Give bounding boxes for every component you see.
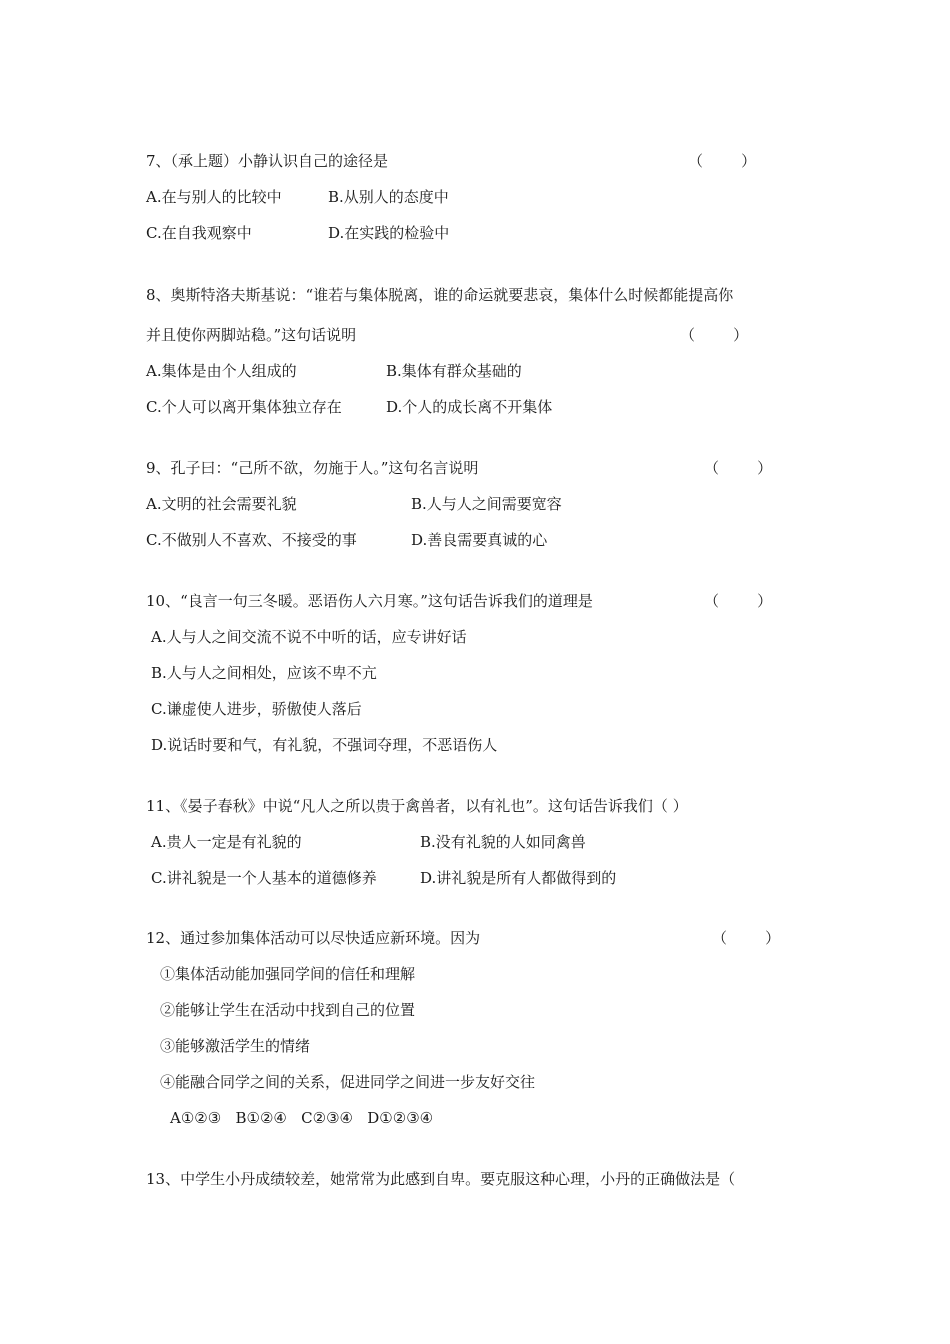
q8-option-c: C.个人可以离开集体独立存在 xyxy=(146,398,342,416)
q12-choices: A①②③ B①②④ C②③④ D①②③④ xyxy=(170,1109,434,1127)
q11-stem: 11、《晏子春秋》中说“凡人之所以贵于禽兽者，以有礼也”。这句话告诉我们（ ） xyxy=(146,797,688,815)
q12-statement-4: ④能融合同学之间的关系，促进同学之间进一步友好交往 xyxy=(160,1073,536,1091)
q10-stem: 10、“良言一句三冬暖。恶语伤人六月寒。”这句话告诉我们的道理是 xyxy=(146,592,593,610)
q11-option-b: B.没有礼貌的人如同禽兽 xyxy=(420,833,586,851)
q8-answer-paren: （ ） xyxy=(680,326,749,344)
q7-option-a: A.在与别人的比较中 xyxy=(146,188,282,206)
q8-option-d: D.个人的成长离不开集体 xyxy=(386,398,553,416)
q7-stem: 7、（承上题）小静认识自己的途径是 xyxy=(146,152,389,170)
q8-stem-line1: 8、奥斯特洛夫斯基说：“谁若与集体脱离，谁的命运就要悲哀，集体什么时候都能提高你 xyxy=(146,286,734,304)
q11-option-d: D.讲礼貌是所有人都做得到的 xyxy=(420,869,617,887)
q11-option-c: C.讲礼貌是一个人基本的道德修养 xyxy=(151,869,377,887)
q12-statement-3: ③能够激活学生的情绪 xyxy=(160,1037,311,1055)
q8-option-a: A.集体是由个人组成的 xyxy=(146,362,297,380)
q13-stem: 13、中学生小丹成绩较差，她常常为此感到自卑。要克服这种心理，小丹的正确做法是（ xyxy=(146,1170,736,1188)
q10-option-d: D.说话时要和气，有礼貌，不强词夺理，不恶语伤人 xyxy=(151,736,498,754)
q7-answer-paren: （ ） xyxy=(688,152,757,170)
q9-option-d: D.善良需要真诚的心 xyxy=(411,531,548,549)
q7-option-b: B.从别人的态度中 xyxy=(328,188,449,206)
q9-stem: 9、孔子曰：“己所不欲，勿施于人。”这句名言说明 xyxy=(146,459,479,477)
q12-answer-paren: （ ） xyxy=(712,929,781,947)
q12-stem: 12、通过参加集体活动可以尽快适应新环境。因为 xyxy=(146,929,481,947)
q10-option-b: B.人与人之间相处，应该不卑不亢 xyxy=(151,664,377,682)
q9-option-c: C.不做别人不喜欢、不接受的事 xyxy=(146,531,357,549)
q8-stem-line2: 并且使你两脚站稳。”这句话说明 xyxy=(146,326,357,344)
q12-statement-1: ①集体活动能加强同学间的信任和理解 xyxy=(160,965,416,983)
q11-option-a: A.贵人一定是有礼貌的 xyxy=(151,833,302,851)
q10-answer-paren: （ ） xyxy=(704,592,773,610)
q9-option-a: A.文明的社会需要礼貌 xyxy=(146,495,297,513)
q9-answer-paren: （ ） xyxy=(704,459,773,477)
q7-option-c: C.在自我观察中 xyxy=(146,224,252,242)
q9-option-b: B.人与人之间需要宽容 xyxy=(411,495,562,513)
q12-statement-2: ②能够让学生在活动中找到自己的位置 xyxy=(160,1001,416,1019)
q7-option-d: D.在实践的检验中 xyxy=(328,224,450,242)
q10-option-a: A.人与人之间交流不说不中听的话，应专讲好话 xyxy=(151,628,467,646)
q10-option-c: C.谦虚使人进步，骄傲使人落后 xyxy=(151,700,362,718)
q8-option-b: B.集体有群众基础的 xyxy=(386,362,522,380)
